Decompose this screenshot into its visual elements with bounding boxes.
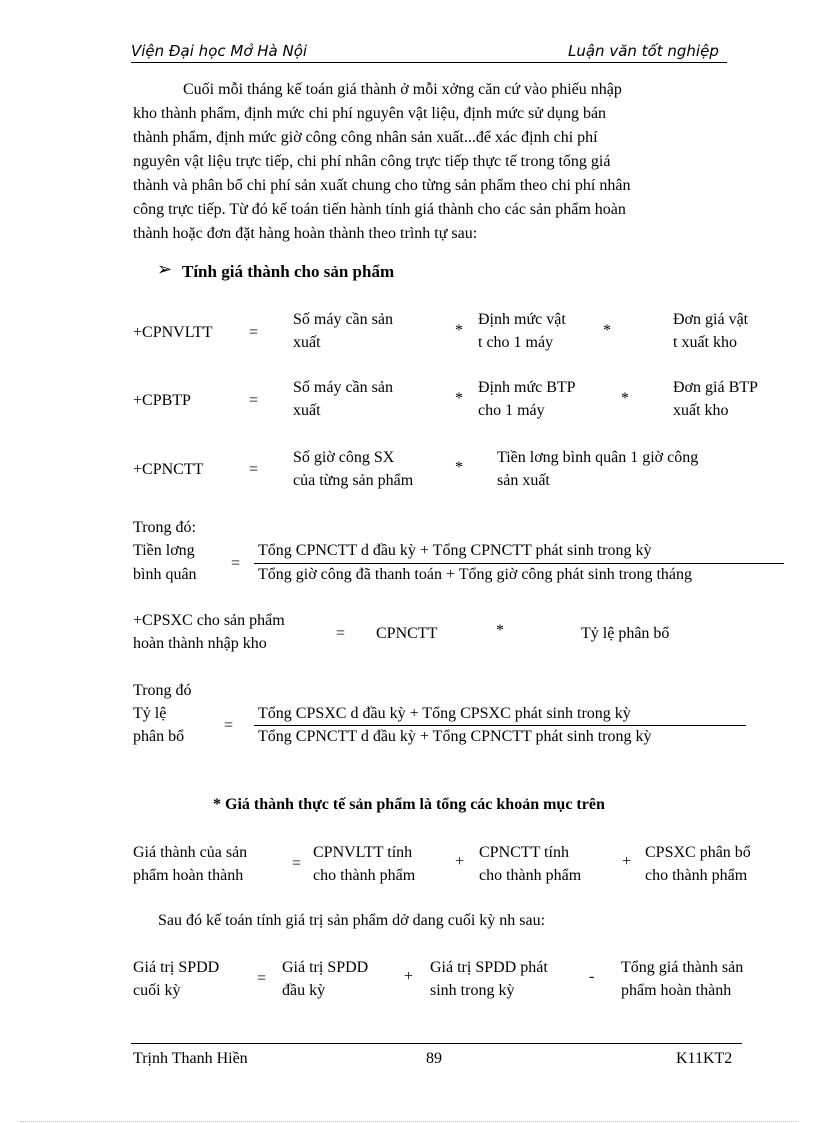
actual-cost-heading: * Giá thành thực tế sản phẩm là tổng các khoản mục trên xyxy=(213,796,605,813)
wage-def-label-line1: Tiền lơng xyxy=(133,542,195,559)
fraction-bar xyxy=(254,725,746,726)
formula-wip-term2-line2: sinh trong kỳ xyxy=(430,982,515,999)
formula-btp-term1-line2: xuất xyxy=(293,402,321,419)
intro-line: Cuối mỗi tháng kế toán giá thành ở mỗi xởng căn cứ vào phiếu nhập xyxy=(183,81,622,98)
formula-wip-term3-line1: Tổng giá thành sản xyxy=(621,959,744,976)
footer-class: K11KT2 xyxy=(676,1050,733,1067)
equals-sign: = xyxy=(224,717,234,734)
equals-sign: = xyxy=(292,855,302,872)
wage-def-numerator: Tổng CPNCTT d đầu kỳ + Tổng CPNCTT phát sinh trong kỳ xyxy=(258,542,652,559)
formula-sxc-term1: CPNCTT xyxy=(376,625,438,642)
ratio-def-intro: Trong đó xyxy=(133,682,192,699)
formula-total-term2-line1: CPNCTT tính xyxy=(479,844,569,861)
intro-line: thành và phân bổ chi phí sản xuất chung cho từng sản phẩm theo chi phí nhân xyxy=(133,177,631,194)
wip-intro: Sau đó kế toán tính giá trị sản phẩm dở dang cuối kỳ nh sau: xyxy=(158,912,546,929)
formula-nvltt-term2-line1: Định mức vật xyxy=(478,311,566,328)
plus-sign: + xyxy=(455,853,465,870)
wage-def-label-line2: bình quân xyxy=(133,566,197,583)
formula-wip-term1-line2: đầu kỳ xyxy=(282,982,326,999)
formula-btp-term1-line1: Số máy cần sản xyxy=(293,379,393,396)
formula-total-term1-line1: CPNVLTT tính xyxy=(313,844,413,861)
formula-nctt-label: +CPNCTT xyxy=(133,461,204,478)
intro-paragraph xyxy=(133,78,733,246)
equals-sign: = xyxy=(336,625,346,642)
intro-line: kho thành phẩm, định mức chi phí nguyên vật liệu, định mức sử dụng bán xyxy=(133,105,607,122)
formula-total-label-line2: phẩm hoàn thành xyxy=(133,867,244,884)
arrow-bullet-icon: ➢ xyxy=(157,259,173,279)
multiply-sign: * xyxy=(455,322,463,339)
multiply-sign: * xyxy=(496,622,504,639)
fraction-bar xyxy=(254,563,784,564)
formula-total-term3-line1: CPSXC phân bổ xyxy=(645,844,751,861)
ratio-def-label-line1: Tỷ lệ xyxy=(133,705,167,722)
intro-line: công trực tiếp. Từ đó kế toán tiến hành tính giá thành cho các sản phẩm hoàn xyxy=(133,201,626,218)
wage-def-intro: Trong đó: xyxy=(133,519,196,536)
wage-def-denominator: Tổng giờ công đã thanh toán + Tổng giờ công phát sinh trong tháng xyxy=(258,566,693,583)
formula-btp-term2-line2: cho 1 máy xyxy=(478,402,545,419)
formula-wip-term1-line1: Giá trị SPDD xyxy=(282,959,369,976)
formula-btp-term2-line1: Định mức BTP xyxy=(478,379,576,396)
formula-nvltt-label: +CPNVLTT xyxy=(133,324,213,341)
formula-nctt-term2-line1: Tiền lơng bình quân 1 giờ công xyxy=(497,449,699,466)
header-rule xyxy=(131,62,727,63)
ratio-def-label-line2: phân bổ xyxy=(133,728,185,745)
multiply-sign: * xyxy=(455,390,463,407)
formula-wip-term3-line2: phẩm hoàn thành xyxy=(621,982,732,999)
intro-line: thành hoặc đơn đặt hàng hoàn thành theo trình tự sau: xyxy=(133,225,478,242)
equals-sign: = xyxy=(249,461,259,478)
formula-wip-label-line2: cuối kỳ xyxy=(133,982,181,999)
plus-sign: + xyxy=(404,968,414,985)
formula-total-term3-line2: cho thành phẩm xyxy=(645,867,748,884)
footer-rule xyxy=(131,1043,742,1044)
formula-nvltt-term2-line2: t cho 1 máy xyxy=(478,334,554,351)
equals-sign: = xyxy=(257,970,267,987)
formula-nvltt-term1-line2: xuất xyxy=(293,334,321,351)
multiply-sign: * xyxy=(455,459,463,476)
intro-line: thành phẩm, định mức giờ công công nhân sản xuất...để xác định chi phí xyxy=(133,129,598,146)
header-document-type: Luận văn tốt nghiệp xyxy=(568,42,719,60)
section-heading: Tính giá thành cho sản phẩm xyxy=(182,262,395,281)
formula-nctt-term1-line2: của từng sản phẩm xyxy=(293,472,414,489)
page-number: 89 xyxy=(426,1050,442,1067)
multiply-sign: * xyxy=(621,390,629,407)
formula-nctt-term1-line1: Số giờ công SX xyxy=(293,449,395,466)
intro-line: nguyên vật liệu trực tiếp, chi phí nhân công trực tiếp thực tế trong tổng giá xyxy=(133,153,611,170)
formula-sxc-label-line2: hoàn thành nhập kho xyxy=(133,635,267,652)
footer-author: Trịnh Thanh Hiền xyxy=(133,1050,248,1067)
formula-nvltt-term1-line1: Số máy cần sản xyxy=(293,311,393,328)
formula-total-term2-line2: cho thành phẩm xyxy=(479,867,582,884)
formula-sxc-term2: Tỷ lệ phân bổ xyxy=(581,625,670,642)
minus-sign: - xyxy=(589,968,595,985)
ratio-def-denominator: Tổng CPNCTT d đầu kỳ + Tổng CPNCTT phát sinh trong kỳ xyxy=(258,728,652,745)
ratio-def-numerator: Tổng CPSXC d đầu kỳ + Tổng CPSXC phát sinh trong kỳ xyxy=(258,705,631,722)
formula-btp-label: +CPBTP xyxy=(133,392,191,409)
formula-nvltt-term3-line1: Đơn giá vật xyxy=(673,311,749,328)
formula-nctt-term2-line2: sản xuất xyxy=(497,472,550,489)
formula-nvltt-term3-line2: t xuất kho xyxy=(673,334,737,351)
formula-btp-term3-line1: Đơn giá BTP xyxy=(673,379,758,396)
equals-sign: = xyxy=(249,392,259,409)
page-bottom-border xyxy=(20,1121,796,1122)
header-institution: Viện Đại học Mở Hà Nội xyxy=(131,42,308,60)
formula-sxc-label-line1: +CPSXC cho sản phẩm xyxy=(133,612,285,629)
formula-wip-label-line1: Giá trị SPDD xyxy=(133,959,220,976)
multiply-sign: * xyxy=(603,322,611,339)
equals-sign: = xyxy=(231,555,241,572)
formula-wip-term2-line1: Giá trị SPDD phát xyxy=(430,959,548,976)
equals-sign: = xyxy=(249,324,259,341)
plus-sign: + xyxy=(622,853,632,870)
formula-total-label-line1: Giá thành của sản xyxy=(133,844,248,861)
formula-total-term1-line2: cho thành phẩm xyxy=(313,867,416,884)
formula-btp-term3-line2: xuất kho xyxy=(673,402,729,419)
